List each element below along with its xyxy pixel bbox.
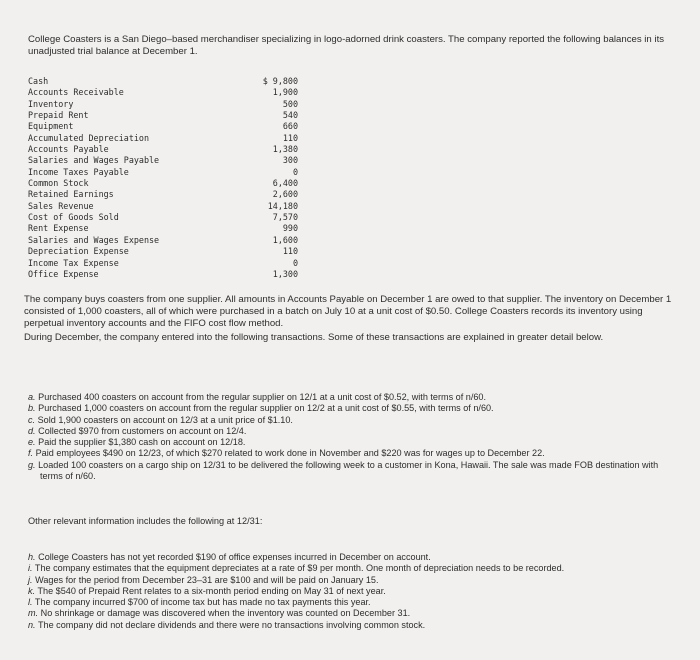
- item-letter: n.: [28, 619, 36, 630]
- tb-row: [28, 212, 298, 223]
- item-letter: d.: [28, 425, 36, 436]
- tb-amount: 14,180: [267, 200, 298, 211]
- item-letter: l.: [28, 597, 33, 608]
- item-text: The company incurred $700 of income tax but has made no tax payments this year.: [34, 597, 371, 608]
- tb-amount: $ 9,800: [262, 76, 298, 86]
- tb-account: Income Taxes Payable: [28, 166, 129, 177]
- item-letter: j.: [28, 574, 33, 585]
- tb-account: Cost of Goods Sold: [28, 212, 119, 223]
- list-item: [28, 437, 678, 448]
- tb-amount: 6,400: [272, 178, 298, 189]
- item-letter: g.: [28, 459, 36, 470]
- tb-amount: 990: [282, 223, 298, 234]
- tb-row: [28, 189, 298, 200]
- tb-amount: 0: [292, 257, 298, 268]
- adjustment-list: [28, 552, 678, 631]
- list-item: [28, 597, 678, 608]
- tb-account: Office Expense: [28, 268, 99, 279]
- trial-balance: [28, 76, 298, 280]
- tb-row: [28, 133, 298, 144]
- item-text: Sold 1,900 coasters on account on 12/3 at a unit price of $1.10.: [37, 414, 293, 425]
- list-item: [28, 552, 678, 563]
- item-letter: c.: [28, 414, 36, 425]
- item-text: Purchased 400 coasters on account from the regular supplier on 12/1 at a unit cost of $0.52, with terms of n/60.: [38, 392, 486, 402]
- tb-account: Depreciation Expense: [28, 246, 129, 257]
- list-item: [28, 563, 678, 574]
- item-text: Collected $970 from customers on account on 12/4.: [38, 425, 247, 436]
- tb-amount: 2,600: [272, 189, 298, 200]
- tb-row: [28, 167, 298, 178]
- tb-amount: 7,570: [272, 212, 298, 223]
- tb-account: Equipment: [28, 121, 74, 132]
- tb-amount: 1,600: [272, 234, 298, 245]
- tb-row: [28, 246, 298, 257]
- tb-row: [28, 155, 298, 166]
- list-item: [28, 392, 678, 403]
- tb-account: Common Stock: [28, 178, 89, 189]
- tb-account: Accumulated Depreciation: [28, 132, 150, 143]
- item-text: The company did not declare dividends and there were no transactions involving common stock.: [37, 619, 426, 630]
- tb-amount: 1,900: [272, 87, 298, 98]
- item-text: College Coasters has not yet recorded $190 of office expenses incurred in December on account.: [38, 552, 431, 562]
- list-item: [28, 608, 678, 619]
- tb-row: [28, 258, 298, 269]
- tb-row: [28, 121, 298, 132]
- tb-row: [28, 223, 298, 234]
- list-item: [28, 460, 678, 483]
- item-text: Wages for the period from December 23–31 are $100 and will be paid on January 15.: [35, 574, 379, 585]
- item-text: The company estimates that the equipment depreciates at a rate of $9 per month. One month of depreciation needs to be recorded.: [34, 563, 565, 574]
- tb-amount: 300: [282, 155, 298, 166]
- list-item: [28, 620, 678, 631]
- item-text: Paid employees $490 on 12/23, of which $270 related to work done in November and $220 was for wages up to December 22.: [35, 448, 545, 459]
- tb-amount: 110: [282, 246, 298, 257]
- tb-amount: 0: [292, 166, 298, 177]
- tb-row: [28, 99, 298, 110]
- tb-account: Prepaid Rent: [28, 110, 89, 121]
- tb-amount: 540: [282, 110, 298, 121]
- item-text: Loaded 100 coasters on a cargo ship on 12/31 to be delivered the following week to a customer in Kona, Hawaii. The sale was made FOB destination with terms of n/60.: [38, 459, 659, 482]
- item-letter: h.: [28, 552, 36, 562]
- item-text: The $540 of Prepaid Rent relates to a six-month period ending on May 31 of next year.: [37, 585, 386, 596]
- tb-amount: 500: [282, 98, 298, 109]
- list-item: [28, 426, 678, 437]
- tb-account: Sales Revenue: [28, 200, 94, 211]
- item-letter: i.: [28, 563, 33, 574]
- item-text: Purchased 1,000 coasters on account from the regular supplier on 12/2 at a unit cost of $0.55, with terms of n/60.: [38, 403, 494, 414]
- tb-row: [28, 110, 298, 121]
- other-info-heading: Other relevant information includes the following at 12/31:: [28, 516, 263, 526]
- tb-account: Retained Earnings: [28, 189, 114, 200]
- item-letter: b.: [28, 403, 36, 414]
- tb-amount: 110: [282, 132, 298, 143]
- tb-row: [28, 87, 298, 98]
- tb-account: Inventory: [28, 98, 74, 109]
- tb-row: [28, 76, 298, 87]
- tb-amount: 1,300: [272, 268, 298, 279]
- tb-row: [28, 235, 298, 246]
- tb-account: Accounts Payable: [28, 144, 109, 155]
- item-letter: m.: [28, 608, 39, 619]
- list-item: [28, 448, 678, 459]
- transaction-list: [28, 392, 678, 482]
- item-letter: a.: [28, 392, 36, 402]
- item-letter: f.: [28, 448, 34, 459]
- list-item: [28, 415, 678, 426]
- item-text: Paid the supplier $1,380 cash on account on 12/18.: [38, 437, 246, 448]
- item-text: No shrinkage or damage was discovered when the inventory was counted on December 31.: [40, 608, 411, 619]
- tb-account: Salaries and Wages Expense: [28, 234, 160, 245]
- list-item: [28, 575, 678, 586]
- december-paragraph: During December, the company entered into the following transactions. Some of these transactions are explained in greater detail below.: [24, 332, 604, 343]
- tb-row: [28, 201, 298, 212]
- tb-account: Cash: [28, 76, 49, 86]
- list-item: [28, 403, 678, 414]
- tb-amount: 1,380: [272, 144, 298, 155]
- tb-account: Rent Expense: [28, 223, 89, 234]
- supplier-paragraph: The company buys coasters from one supplier. All amounts in Accounts Payable on December 1 are owed to that supplier. The inventory on December 1 consisted of 1,000 coasters, all of which were purchased in a batch on July 10 at a unit cost of $0.50. College Coasters records its inventory using perpetual inventory accounts and the FIFO cost flow method.: [24, 294, 672, 329]
- intro-paragraph: College Coasters is a San Diego–based merchandiser specializing in logo-adorned drink coasters. The company reported the following balances in its unadjusted trial balance at December 1.: [28, 34, 665, 57]
- tb-account: Accounts Receivable: [28, 87, 124, 98]
- tb-amount: 660: [282, 121, 298, 132]
- item-letter: e.: [28, 437, 36, 448]
- tb-row: [28, 144, 298, 155]
- tb-row: [28, 269, 298, 280]
- item-letter: k.: [28, 585, 36, 596]
- tb-account: Salaries and Wages Payable: [28, 155, 160, 166]
- tb-account: Income Tax Expense: [28, 257, 119, 268]
- tb-row: [28, 178, 298, 189]
- list-item: [28, 586, 678, 597]
